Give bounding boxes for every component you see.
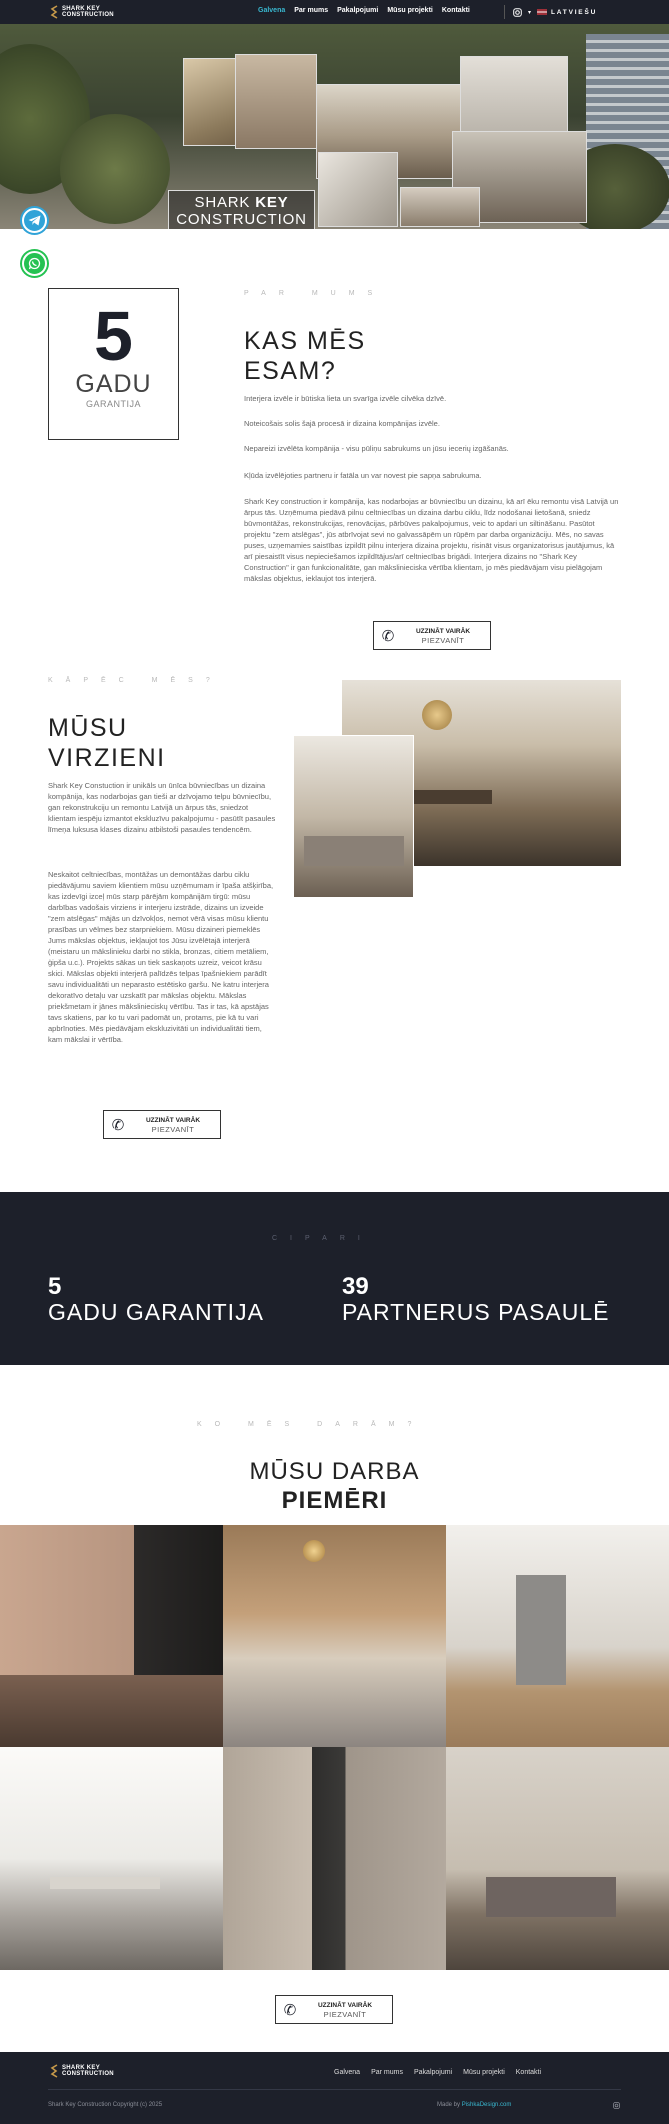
gallery-photo-6-bed bbox=[486, 1877, 616, 1917]
directions-heading bbox=[48, 713, 166, 773]
sofa bbox=[304, 836, 404, 866]
badge-word: GADU bbox=[75, 370, 152, 398]
gallery-photo-1[interactable] bbox=[0, 1525, 223, 1747]
about-heading bbox=[244, 326, 366, 386]
footer-made-by bbox=[437, 2102, 511, 2108]
stats-section bbox=[0, 1192, 669, 1365]
main-nav bbox=[258, 7, 470, 14]
pendant-light bbox=[422, 700, 452, 730]
gallery-photo-4-table bbox=[50, 1877, 160, 1889]
about-kicker: PAR MUMS bbox=[244, 290, 386, 297]
whatsapp-icon bbox=[28, 257, 41, 270]
nav-item-musu-projekti[interactable]: Mūsu projekti bbox=[387, 7, 433, 14]
footer-logo-line1: SHARK KEY bbox=[62, 2064, 101, 2071]
nav-item-par-mums[interactable]: Par mums bbox=[294, 7, 329, 14]
hero-section bbox=[0, 24, 669, 229]
directions-paragraph-2: Neskaitot celtniecības, montāžas un demontāžas darbu ciklu piedāvājumu saviem klientiem mūsu uzņēmumam ir īpaša atšķirība, kas izdevīgi izceļ mūs starp pārējām kompānijām tirgū: mūsu darbības vadošais virziens ir interjeru izstrāde, dizains un izveide "zem atslēgas" mājās un dzīvokļos, nemot vērā visas mūsu klientu prasības un vēlmes bez starpniekiem. Mūsu dizaineri piemeklēs Jums mākslas objektus, iekļaujot tos Jūsu izvēlētajā interjerā (meistaru un mākslinieku darbi no stikla, bronzas, citiem metāliem, ģipša u.c.). Projekts sākas un tiek saskaņots uzreiz, veicot krāsu skici. Mākslas objekti interjerā palīdzēs telpas īpašniekiem parādīt savu individualitāti un neparasto estētisko garšu. Ne katru interjera dekoratīvo detaļu var uzskatīt par mākslas objektu. Mākslas priekšmetam ir jānes mākslinieciskų vērtību. Tas ir tas, kā apstājas tavs skatiens, par ko tu vari padomāt un, protams, pie kā tu vari apbrīnoties. Mēs piedāvājam ekskluzivitāti un individualitāti tiem, kam mākslai ir vērtība. bbox=[48, 870, 274, 1044]
hero-photo-bath bbox=[235, 54, 317, 149]
hero-title-construction: CONSTRUCTION bbox=[176, 211, 307, 228]
works-cta-button[interactable] bbox=[275, 1995, 393, 2024]
footer-divider bbox=[48, 2089, 621, 2090]
works-heading-line1: MŪSU DARBA bbox=[249, 1458, 420, 1485]
footer-nav bbox=[334, 2069, 541, 2076]
phone-icon: ✆ bbox=[111, 1116, 125, 1134]
works-heading-line2: PIEMĒRI bbox=[281, 1487, 388, 1514]
directions-cta-button[interactable] bbox=[103, 1110, 221, 1139]
gallery-photo-2-lamp bbox=[303, 1540, 325, 1562]
directions-photo-small bbox=[293, 735, 414, 898]
directions-heading-line2: VIRZIENI bbox=[48, 744, 166, 772]
gallery-photo-3[interactable] bbox=[446, 1525, 669, 1747]
about-paragraph-2: Noteicošais solis šajā procesā ir dizaina kompānijas izvēle. bbox=[244, 419, 440, 428]
footer-copyright: Shark Key Construction Copyright (c) 2025 bbox=[48, 2102, 163, 2108]
stat-number-2: 39 bbox=[342, 1273, 369, 1300]
hero-title-shark: SHARK bbox=[194, 194, 251, 211]
hero-title-key: KEY bbox=[255, 194, 289, 211]
cta-label: UZZINĀT VAIRĀK bbox=[145, 1116, 201, 1124]
directions-paragraph-1: Shark Key Constuction ir unikāls un ūnīca būvniecības un dizaina kompānija, kas nodarbojas gan tieši ar dzīvojamo telpu būvniecību, gan rekonstrukciju un remontu Latvijā un ārpus tās, sniedzot klientam iespēju izmantot ekskluzīvu pakalpojumu - pasūtīt pasaules līmeņa luksusa klases dizainu atbilstoši pasaules tendencēm. bbox=[48, 781, 276, 834]
footer-made-by-link[interactable]: PishkaDesign.com bbox=[461, 2102, 512, 2108]
chevron-down-icon[interactable]: ▾ bbox=[528, 9, 532, 16]
nav-item-galvena[interactable]: Galvena bbox=[258, 7, 286, 14]
badge-subtitle: GARANTIJA bbox=[85, 399, 141, 409]
about-paragraph-3: Nepareizi izvēlēta kompānija - visu pūliņu sabrukums un jūsu iecerių izgāšanās. bbox=[244, 444, 509, 453]
shark-logo-icon bbox=[50, 2064, 59, 2078]
latvia-flag-icon bbox=[537, 9, 547, 15]
footer-nav-par-mums[interactable]: Par mums bbox=[371, 2069, 403, 2076]
hero-photo-bed bbox=[400, 187, 480, 227]
footer-nav-kontakti[interactable]: Kontakti bbox=[515, 2069, 542, 2076]
phone-icon: ✆ bbox=[381, 627, 395, 645]
gallery-photo-4[interactable] bbox=[0, 1747, 223, 1970]
gallery-photo-2[interactable] bbox=[223, 1525, 446, 1747]
cta-sublabel: PIEZVANĪT bbox=[323, 2009, 367, 2019]
footer-logo[interactable] bbox=[50, 2064, 114, 2078]
footer-nav-galvena[interactable]: Galvena bbox=[334, 2069, 361, 2076]
logo-line1: SHARK KEY bbox=[62, 5, 101, 12]
stat-number-1: 5 bbox=[48, 1273, 62, 1300]
cta-label: UZZINĀT VAIRĀK bbox=[317, 2001, 373, 2009]
site-header bbox=[0, 0, 669, 24]
nav-item-pakalpojumi[interactable]: Pakalpojumi bbox=[337, 7, 379, 14]
about-cta-button[interactable] bbox=[373, 621, 491, 650]
logo-line2: CONSTRUCTION bbox=[62, 12, 114, 18]
about-heading-line1: KAS MĒS bbox=[244, 327, 366, 355]
footer-nav-musu-projekti[interactable]: Mūsu projekti bbox=[463, 2069, 505, 2076]
cta-sublabel: PIEZVANĪT bbox=[151, 1124, 195, 1134]
gallery-photo-6[interactable] bbox=[446, 1747, 669, 1970]
directions-heading-line1: MŪSU bbox=[48, 714, 128, 742]
works-heading bbox=[0, 1457, 669, 1515]
phone-icon: ✆ bbox=[283, 2001, 297, 2019]
about-heading-line2: ESAM? bbox=[244, 357, 337, 385]
stat-label-2: PARTNERUS PASAULĒ bbox=[342, 1299, 610, 1325]
nav-item-kontakti[interactable]: Kontakti bbox=[441, 7, 470, 14]
telegram-icon bbox=[28, 215, 41, 226]
logo[interactable] bbox=[50, 5, 114, 19]
warranty-badge bbox=[48, 288, 179, 440]
about-paragraph-4: Kļūda izvēlējoties partneru ir fatāla un var novest pie sapņa sabrukuma. bbox=[244, 471, 482, 480]
gallery-photo-5[interactable] bbox=[223, 1747, 446, 1970]
shark-logo-icon bbox=[50, 5, 59, 19]
about-paragraph-5: Shark Key construction ir kompānija, kas nodarbojas ar būvniecību un dizainu, kā arī ēku remontu visā Latvijā un ārpus tās. Uzņēmuma piedāvā pilnu celtniecības un dizaina darbu ciklu, līdz nodošanai lietošanā, sniedz būvmontāžas, rekonstrukcijas, renovācijas, pārbūves pakalpojumus, veic to apdari un siltināšanu. Pasūtot projektu "zem atslēgas", jūs atbrīvojat sevi no galvassāpēm un rūpēm par darba organizāciju. Mēs, no savas puses, uzņemamies saistības izpildīt pilnu interjera dizaina projektu, risināt visus organizatorisus jautājumus, kā arī piesaistīt visus nepieciešamos izpildītājus/arī celtniecības brigādi. Interjera dizains no "Shark Key Construction" ir gan funkcionalitāte, gan mākslinieciska vērtība klientam, jo mēs piedāvājam visu pielāgojam mākslas objektus, ieklaujot tos interjerā. bbox=[244, 497, 619, 583]
cta-label: UZZINĀT VAIRĀK bbox=[415, 627, 471, 635]
stat-label-1: GADU GARANTIJA bbox=[48, 1299, 264, 1325]
gallery-photo-3-fireplace bbox=[516, 1575, 566, 1685]
works-kicker: KO MĒS DARĀM? bbox=[197, 1421, 425, 1428]
hero-title bbox=[168, 190, 315, 229]
instagram-icon[interactable] bbox=[613, 2102, 620, 2109]
cta-sublabel: PIEZVANĪT bbox=[421, 635, 465, 645]
hero-photo-stairs bbox=[318, 152, 398, 227]
whatsapp-button[interactable] bbox=[22, 251, 47, 276]
hero-plant-left2 bbox=[60, 114, 170, 224]
nav-extras bbox=[504, 5, 597, 19]
stats-kicker: CIPARI bbox=[272, 1235, 373, 1242]
about-paragraph-1: Interjera izvēle ir būtiska lieta un svarīga izvēle cilvēka dzīvē. bbox=[244, 394, 447, 403]
badge-number: 5 bbox=[94, 297, 133, 375]
instagram-icon[interactable] bbox=[513, 8, 522, 17]
site-footer bbox=[0, 2052, 669, 2124]
language-selector[interactable] bbox=[537, 9, 597, 16]
language-label: LATVIEŠU bbox=[551, 8, 598, 16]
directions-kicker: KĀPĒC MĒS? bbox=[48, 677, 223, 684]
footer-made-by-prefix: Made by bbox=[437, 2102, 461, 2108]
gallery-photo-1-counter bbox=[0, 1675, 223, 1747]
telegram-button[interactable] bbox=[22, 208, 47, 233]
footer-logo-line2: CONSTRUCTION bbox=[62, 2071, 114, 2077]
footer-nav-pakalpojumi[interactable]: Pakalpojumi bbox=[413, 2069, 453, 2076]
